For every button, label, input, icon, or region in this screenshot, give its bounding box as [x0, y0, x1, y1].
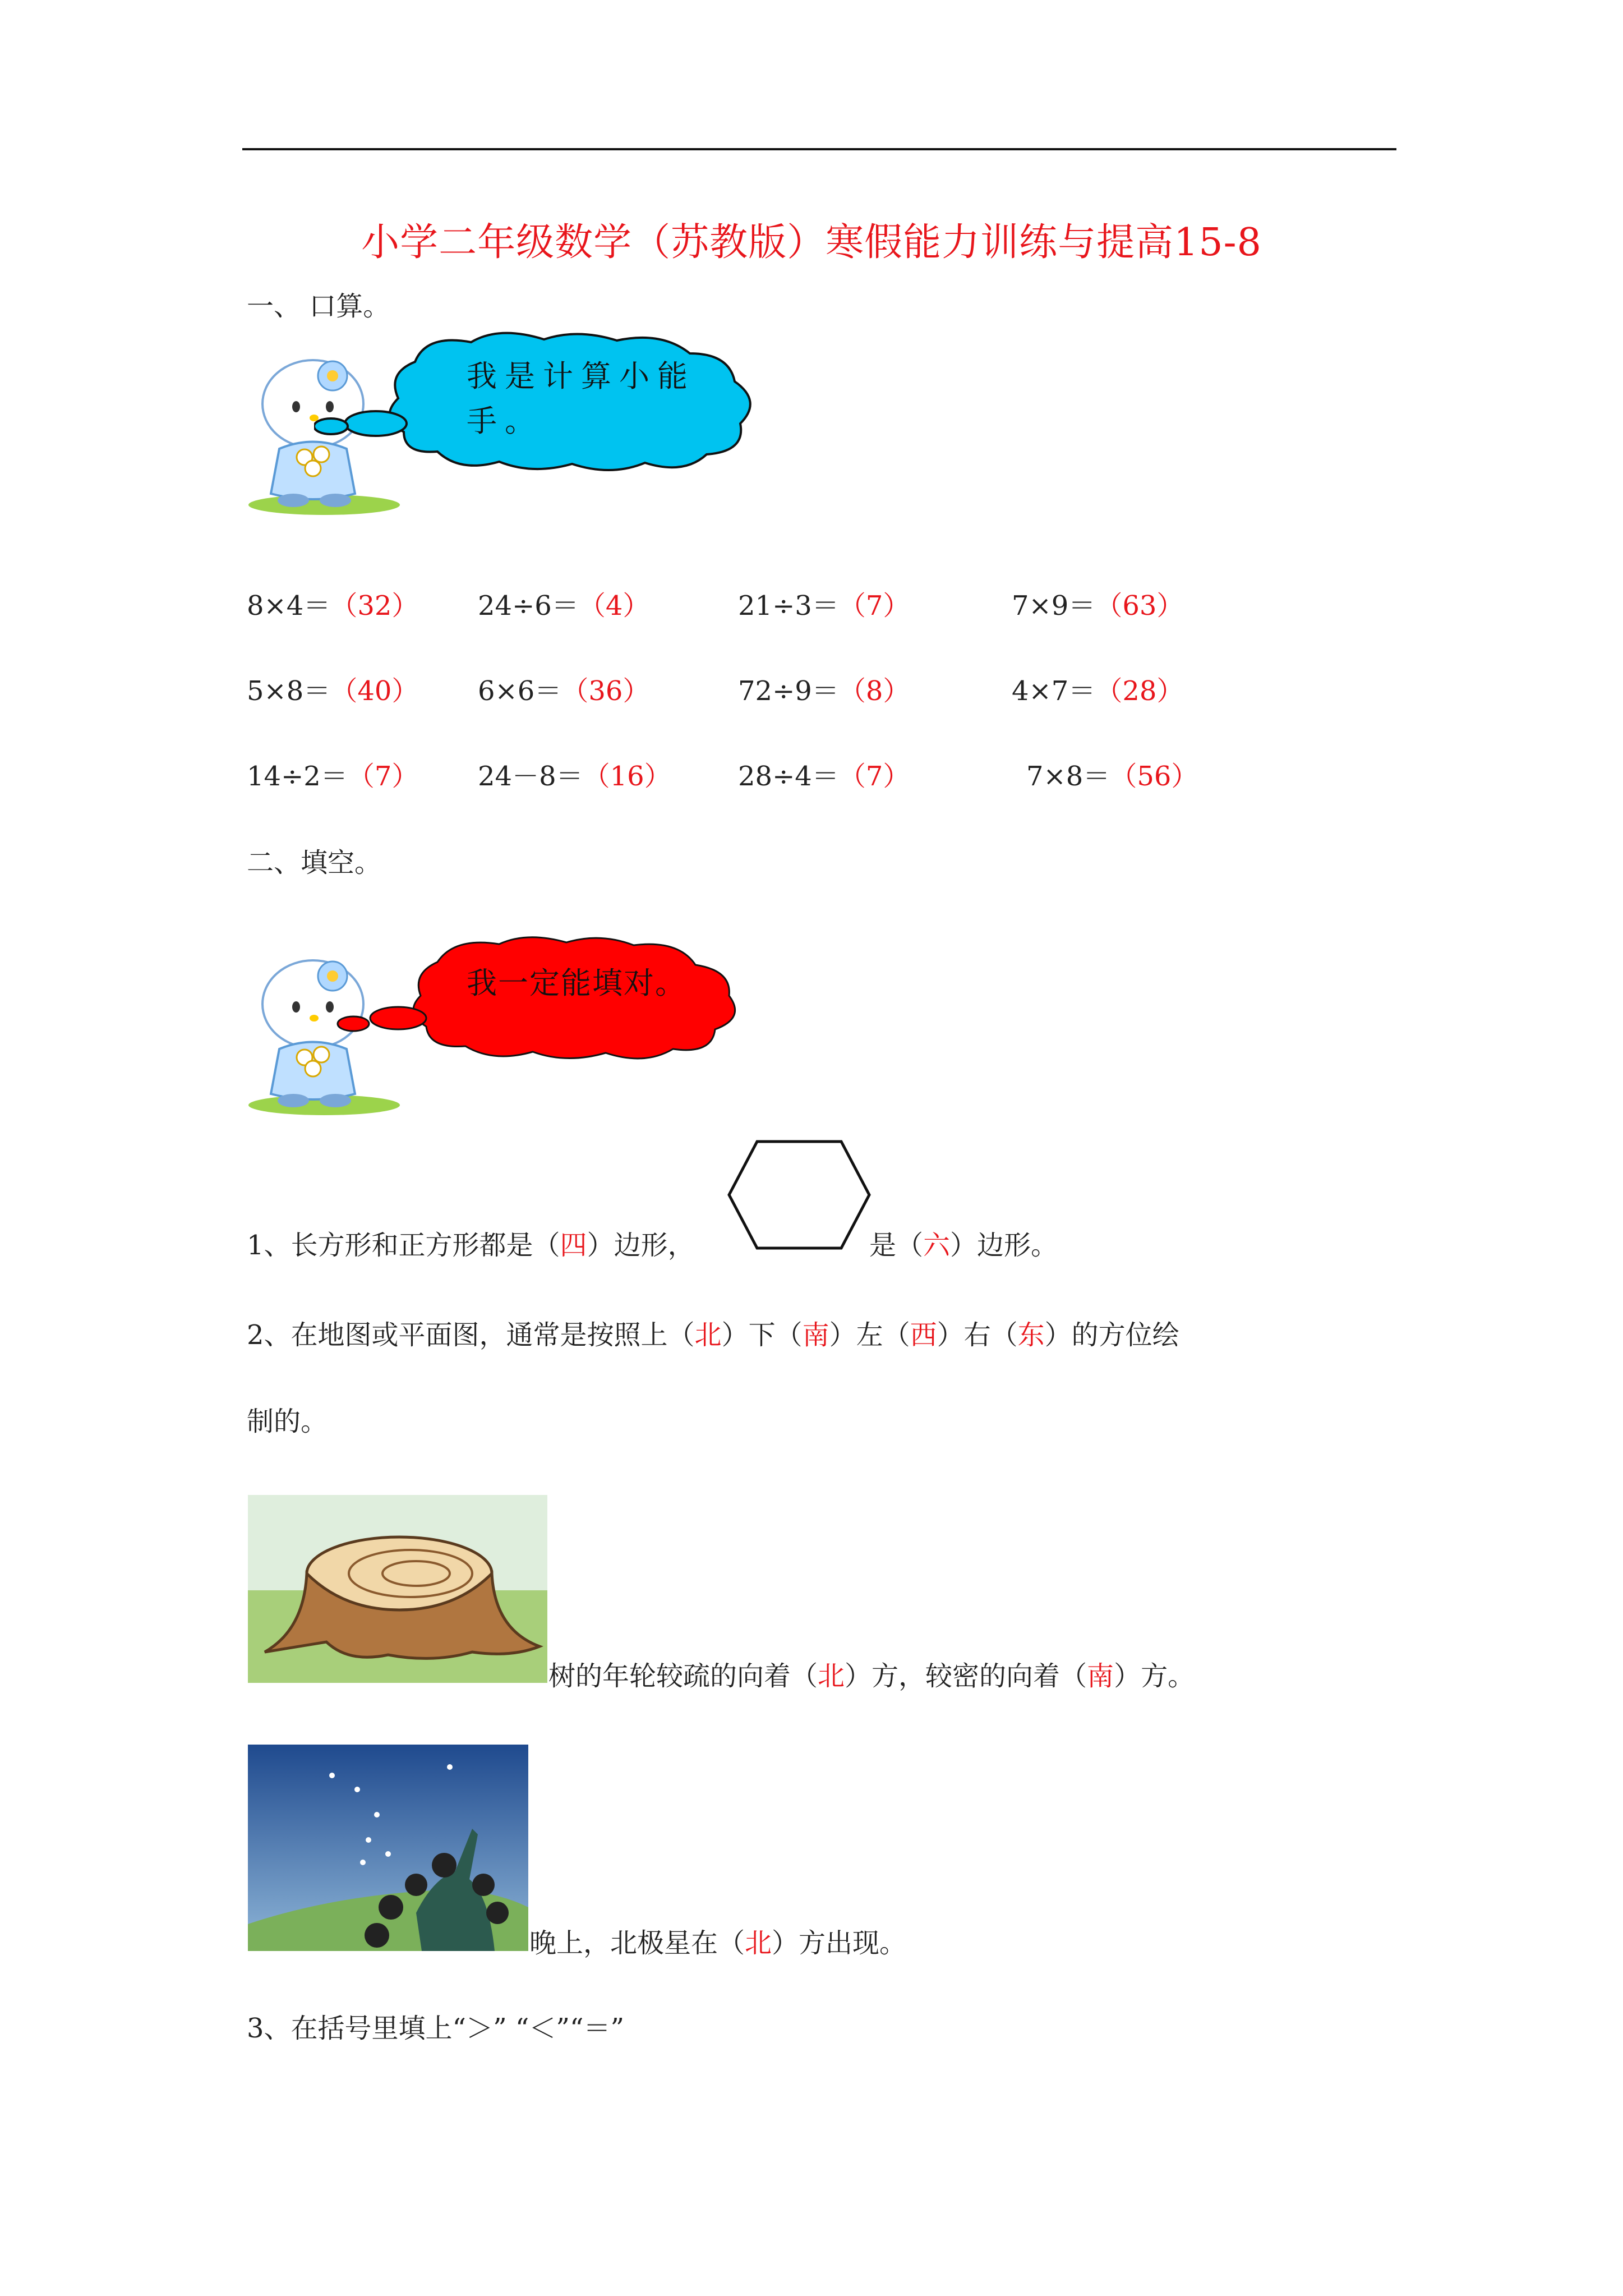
tree-question: 树的年轮较疏的向着（北）方，较密的向着（南）方。	[548, 1660, 1195, 1692]
tree-stump-image	[248, 1495, 547, 1683]
equation: 7×9＝（63）	[1012, 590, 1184, 622]
equation: 4×7＝（28）	[1012, 675, 1184, 707]
equation: 8×4＝（32）	[247, 590, 419, 622]
question-3: 3、在括号里填上“＞” “＜”“＝”	[247, 2013, 625, 2044]
equation: 7×8＝（56）	[1026, 761, 1198, 792]
bubble-text-line2: 手。	[467, 403, 543, 439]
equation: 6×6＝（36）	[478, 675, 650, 707]
equation: 14÷2＝（7）	[247, 761, 419, 792]
section2-heading: 二、填空。	[247, 847, 382, 878]
question-2: 2、在地图或平面图，通常是按照上（北）下（南）左（西）右（东）的方位绘	[247, 1319, 1179, 1351]
question-1-continuation: 是（六）边形。	[869, 1230, 1058, 1261]
header-rule	[242, 148, 1396, 150]
bubble-text: 我一定能填对。	[467, 965, 686, 1001]
equation: 72÷9＝（8）	[738, 675, 910, 707]
night-sky-image	[248, 1745, 528, 1951]
question-2-line2: 制的。	[247, 1406, 328, 1437]
equation: 21÷3＝（7）	[738, 590, 910, 622]
question-1: 1、长方形和正方形都是（四）边形，	[247, 1230, 695, 1261]
equation: 5×8＝（40）	[247, 675, 419, 707]
equation: 24÷6＝（4）	[478, 590, 650, 622]
bubble-text-line1: 我是计算小能	[467, 358, 695, 394]
speech-bubble-blue	[314, 328, 796, 474]
section1-heading: 一、 口算。	[247, 291, 390, 322]
hexagon-figure	[726, 1139, 872, 1251]
equation: 24－8＝（16）	[478, 761, 671, 792]
equation: 28÷4＝（7）	[738, 761, 910, 792]
star-question: 晚上，北极星在（北）方出现。	[529, 1927, 907, 1959]
page-title: 小学二年级数学（苏教版）寒假能力训练与提高15-8	[361, 220, 1262, 265]
